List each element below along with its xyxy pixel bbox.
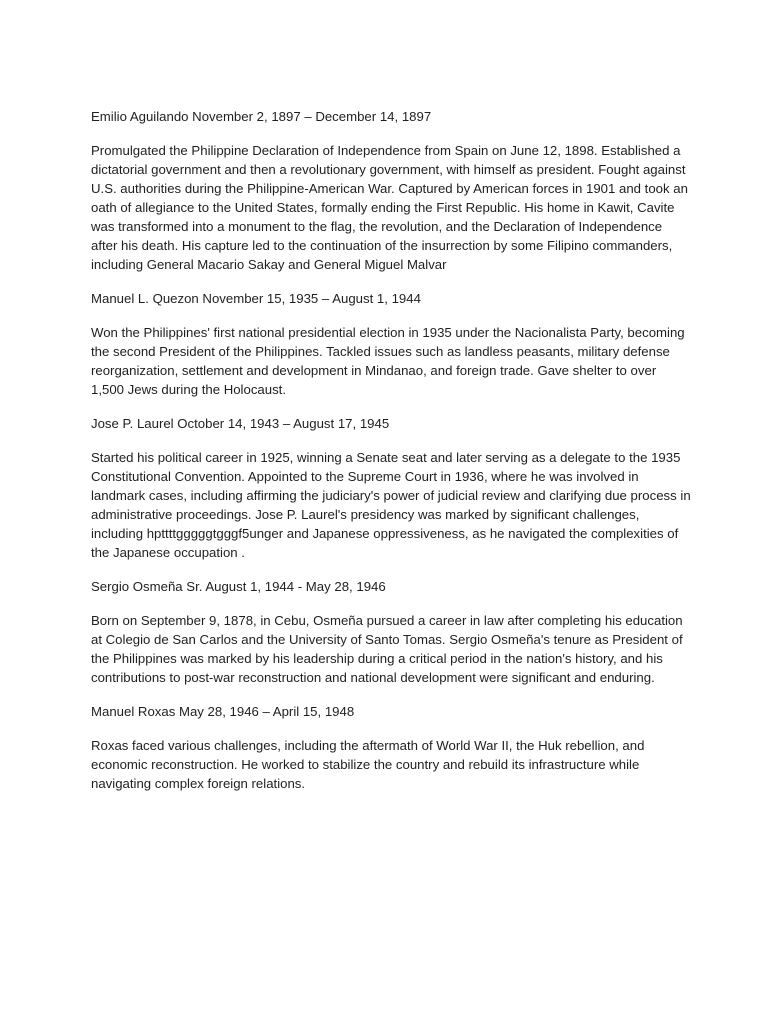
section-body: Born on September 9, 1878, in Cebu, Osmeña pursued a career in law after completing his education at Colegio de San Carlos and the University of Santo Tomas. Sergio Osmeña's tenure as President of the Philippines was marked by his leadership during a critical period in the nation's history, and his contributions to post-war reconstruction and national development were significant and enduring. <box>91 613 683 685</box>
section-body: Won the Philippines' first national presidential election in 1935 under the Nacionalista Party, becoming the second President of the Philippines. Tackled issues such as landless peasants, military defense reorganization, settlement and development in Mindanao, and foreign trade. Gave shelter to over 1,500 Jews during the Holocaust. <box>91 325 685 397</box>
section-heading: Jose P. Laurel October 14, 1943 – August 17, 1945 <box>91 416 390 431</box>
section-aguinaldo <box>91 107 691 274</box>
document-page <box>91 107 691 808</box>
section-laurel <box>91 414 691 562</box>
section-body: Started his political career in 1925, winning a Senate seat and later serving as a delegate to the 1935 Constitutional Convention. Appointed to the Supreme Court in 1936, where he was involved in landmark cases, including affirming the judiciary's power of judicial review and clarifying due process in administrative proceedings. Jose P. Laurel's presidency was marked by significant challenges, including hpttttgggggtgggf5unger and Japanese oppressiveness, as he navigated the complexities of the Japanese occupation . <box>91 450 691 560</box>
section-heading: Sergio Osmeña Sr. August 1, 1944 - May 28, 1946 <box>91 579 386 594</box>
section-roxas <box>91 702 691 793</box>
section-body: Roxas faced various challenges, including the aftermath of World War II, the Huk rebellion, and economic reconstruction. He worked to stabilize the country and rebuild its infrastructure while navigating complex foreign relations. <box>91 738 645 791</box>
section-heading: Manuel L. Quezon November 15, 1935 – August 1, 1944 <box>91 291 421 306</box>
section-body: Promulgated the Philippine Declaration of Independence from Spain on June 12, 1898. Established a dictatorial government and then a revolutionary government, with himself as president. Fought against U.S. authorities during the Philippine-American War. Captured by American forces in 1901 and took an oath of allegiance to the United States, formally ending the First Republic. His home in Kawit, Cavite was transformed into a monument to the flag, the revolution, and the Declaration of Independence after his death. His capture led to the continuation of the insurrection by some Filipino commanders, including General Macario Sakay and General Miguel Malvar <box>91 143 688 272</box>
section-heading: Emilio Aguilando November 2, 1897 – December 14, 1897 <box>91 109 432 124</box>
section-osmena <box>91 577 691 687</box>
section-heading: Manuel Roxas May 28, 1946 – April 15, 1948 <box>91 704 355 719</box>
section-quezon <box>91 289 691 399</box>
